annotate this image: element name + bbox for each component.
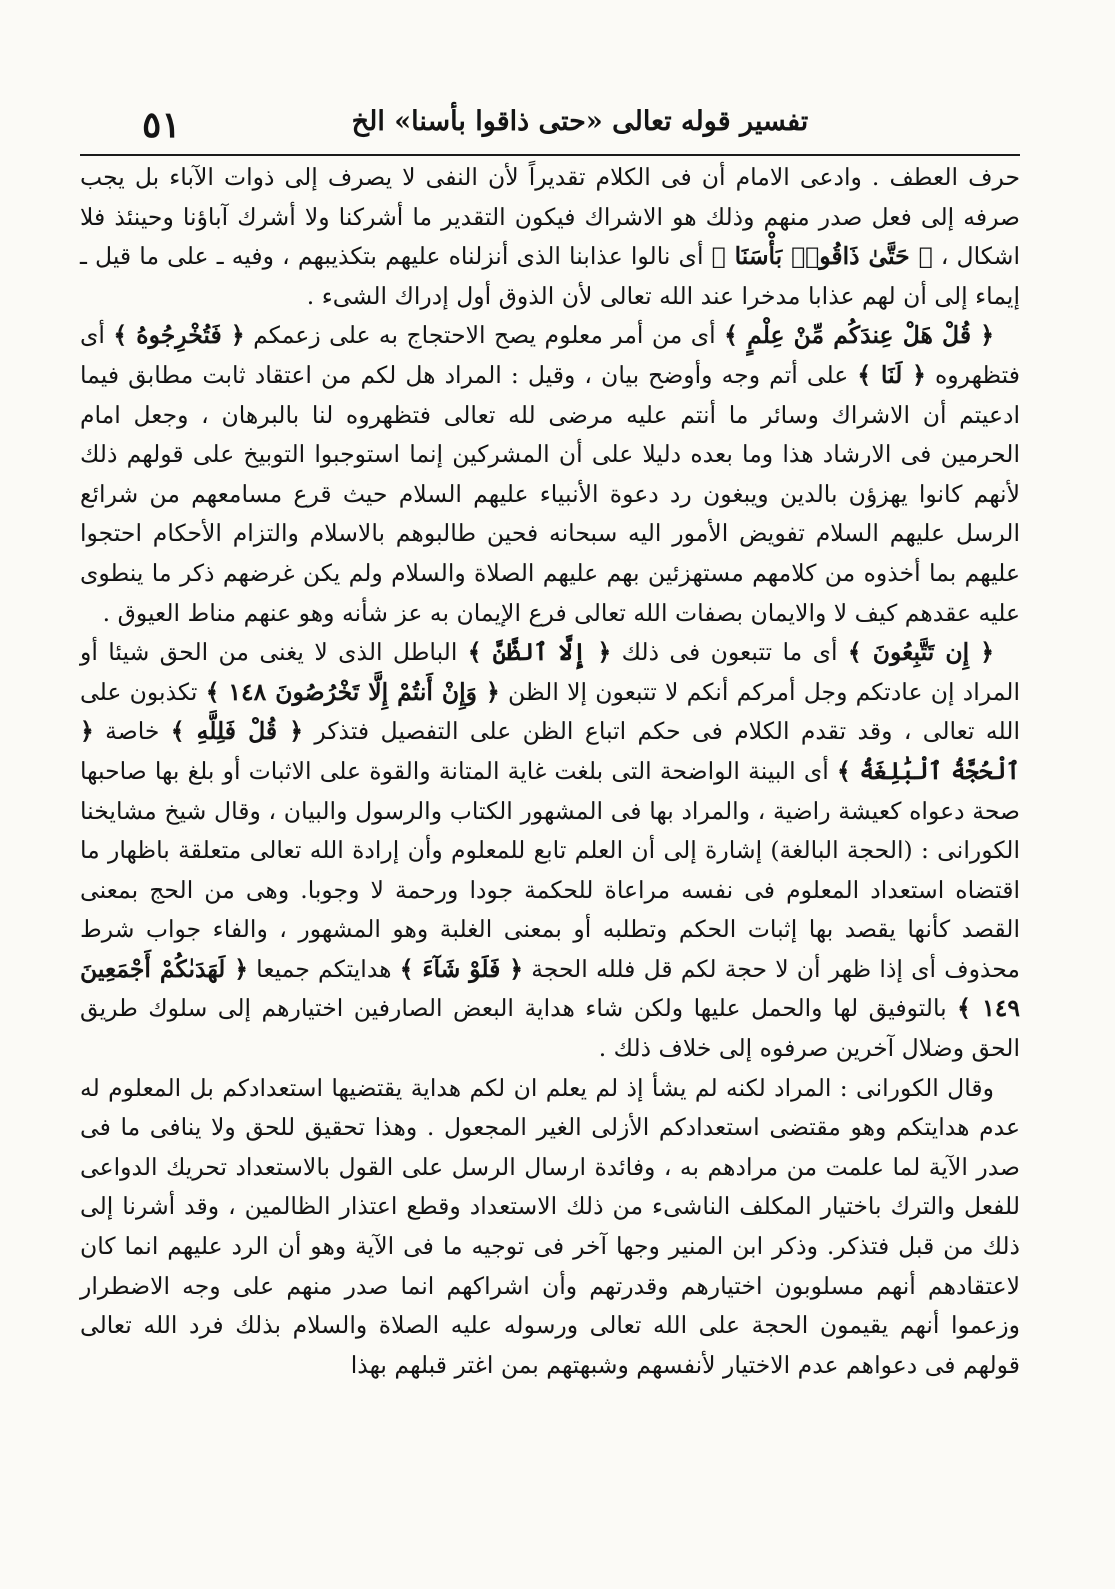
text-run: خاصة [93, 717, 171, 746]
quran-quote: ﴿ قُلْ هَلْ عِندَكُم مِّنْ عِلْمٍ ﴾ [724, 321, 995, 350]
quran-quote: ﴿ إِلَّا ٱلظَّنَّ ﴾ [467, 638, 612, 667]
quran-quote: ﴿ قُلْ فَلِلَّهِ ﴾ [170, 717, 303, 746]
text-run: وقال الكورانى : المراد لكنه لم يشأ إذ لم يعلم ان لكم هداية يقتضيها استعدادكم بل المعلوم له عدم هدايتكم وهو مقتضى استعدادكم الأزلى الغير المجعول . وهذا تحقيق للحق ولا ينافى ما فى صدر الآية لما علمت من مرادهم به ، وفائدة ارسال الرسل على القول بالاستعداد تحريك الدواعى للفعل والترك باختيار المكلف الناشىء من ذلك الاستعداد وقطع اعتذار الظالمين ، وقد أشرنا إلى ذلك من قبل فتذكر. وذكر ابن المنير وجها آخر فى توجيه ما فى الآية وهو أن الرد عليهم انما كان لاعتقادهم أنهم مسلوبون اختيارهم وقدرتهم وأن اشراكهم انما صدر منهم على وجه الاضطرار وزعموا أنهم يقيمون الحجة على الله تعالى ورسوله عليه الصلاة والسلام بذلك فرد الله تعالى قولهم فى دعواهم عدم الاختيار لأنفسهم وشبهتهم بمن اغتر قبلهم بهذا [80, 1073, 1020, 1379]
paragraph [80, 316, 1020, 633]
text-run: تكذبون على الله تعالى ، وقد تقدم الكلام فى حكم اتباع الظن على التفصيل فتذكر [80, 677, 1020, 746]
book-page [80, 96, 1020, 1556]
quran-quote: ﴿ فَلَوْ شَآءَ ﴾ [399, 954, 524, 983]
quran-quote: ﴿ وَإِنْ أَنتُمْ إِلَّا تَخْرُصُونَ ١٤٨ ﴾ [205, 677, 500, 706]
quran-quote: ﴿ فَتُخْرِجُوهُ ﴾ [113, 321, 245, 350]
quran-quote: ﴿ حَتَّىٰ ذَاقُوا۟ بَأْسَنَا ﴾ [711, 242, 933, 271]
text-run: أى نالوا عذابنا الذى أنزلناه عليهم بتكذيبهم ، وفيه ـ على ما قيل ـ إيماء إلى أن لهم عذابا مدخرا عند الله تعالى لأن الذوق أول إدراك الشىء . [80, 242, 1020, 310]
page-number: ٥١ [142, 104, 181, 146]
text-run: هدايتكم جميعا [248, 954, 400, 983]
text-run: الباطل الذى لا يغنى من الحق شيئا أو المراد إن عادتكم وجل أمركم أنكم لا تتبعون إلا الظن [80, 638, 1020, 706]
quran-quote: ﴿ ٱلْحُجَّةُ ٱلْبَٰلِغَةُ ﴾ [80, 717, 1020, 785]
running-title: تفسير قوله تعالى «حتى ذاقوا بأسنا» الخ [351, 106, 809, 137]
text-run: بالتوفيق لها والحمل عليها ولكن شاء هداية البعض الصارفين اختيارهم إلى سلوك طريق الحق وضلال آخرين صرفوه إلى خلاف ذلك . [80, 994, 1020, 1063]
paragraph [80, 633, 1020, 1069]
text-run: على أتم وجه وأوضح بيان ، وقيل : المراد هل لكم من اعتقاد ثابت مطابق فيما ادعيتم أن الاشراك وسائر ما أنتم عليه مرضى لله تعالى فتظهروه لنا بالبرهان ، وجعل امام الحرمين فى الارشاد هذا وما بعده دليلا على أن المشركين إنما استوجبوا التوبيخ على قولهم ذلك لأنهم كانوا يهزؤن بالدين ويبغون رد دعوة الأنبياء عليهم السلام حيث قرع مسامعهم من شرائع الرسل عليهم السلام تفويض الأمور اليه سبحانه فحين طالبوهم بالاسلام والتزام الأحكام احتجوا عليهم بما أخذوه من كلامهم مستهزئين بهم عليهم الصلاة والسلام ولم يكن غرضهم ذكر ما ينطوى عليه عقدهم كيف لا والايمان بصفات الله تعالى فرع الإيمان به عز شأنه وهو عنهم مناط العيوق . [80, 360, 1020, 627]
text-run: أى فتظهروه [80, 321, 1020, 389]
quran-quote: ﴿ لَهَدَىٰكُمْ أَجْمَعِينَ ١٤٩ ﴾ [80, 954, 1021, 1023]
paragraph [80, 158, 1020, 316]
page-body [80, 156, 1020, 1385]
quran-quote: ﴿ إِن تَتَّبِعُونَ ﴾ [847, 638, 994, 667]
text-run: أى البينة الواضحة التى بلغت غاية المتانة والقوة على الاثبات أو بلغ بها صاحبها صحة دعواه كعيشة راضية ، والمراد بها فى المشهور الكتاب والرسول والبيان ، وقال شيخ مشايخنا الكورانى : (الحجة البالغة) إشارة إلى أن العلم تابع للمعلوم وأن إرادة الله تعالى متعلقة باظهار ما اقتضاه استعداد المعلوم فى نفسه مراعاة للحكمة جودا ورحمة لا وجوبا. وهى من الحج بمعنى القصد كأنها يقصد بها إثبات الحكم وتطلبه أو بمعنى الغلبة وهو المشهور ، والفاء جواب شرط محذوف أى إذا ظهر أن لا حجة لكم قل فلله الحجة [80, 756, 1021, 983]
paragraph [80, 1069, 1020, 1386]
text-run: حرف العطف . وادعى الامام أن فى الكلام تقديراً لأن النفى لا يصرف إلى ذوات الآباء بل يجب صرفه إلى فعل صدر منهم وذلك هو الاشراك فيكون التقدير ما أشركنا ولا أشرك آباؤنا وحينئذ فلا اشكال ، [80, 163, 1020, 271]
text-run: أى ما تتبعون فى ذلك [611, 638, 848, 667]
page-header [80, 96, 1020, 156]
quran-quote: ﴿ لَنَا ﴾ [857, 360, 926, 389]
text-run: أى من أمر معلوم يصح الاحتجاج به على زعمكم [244, 321, 725, 350]
